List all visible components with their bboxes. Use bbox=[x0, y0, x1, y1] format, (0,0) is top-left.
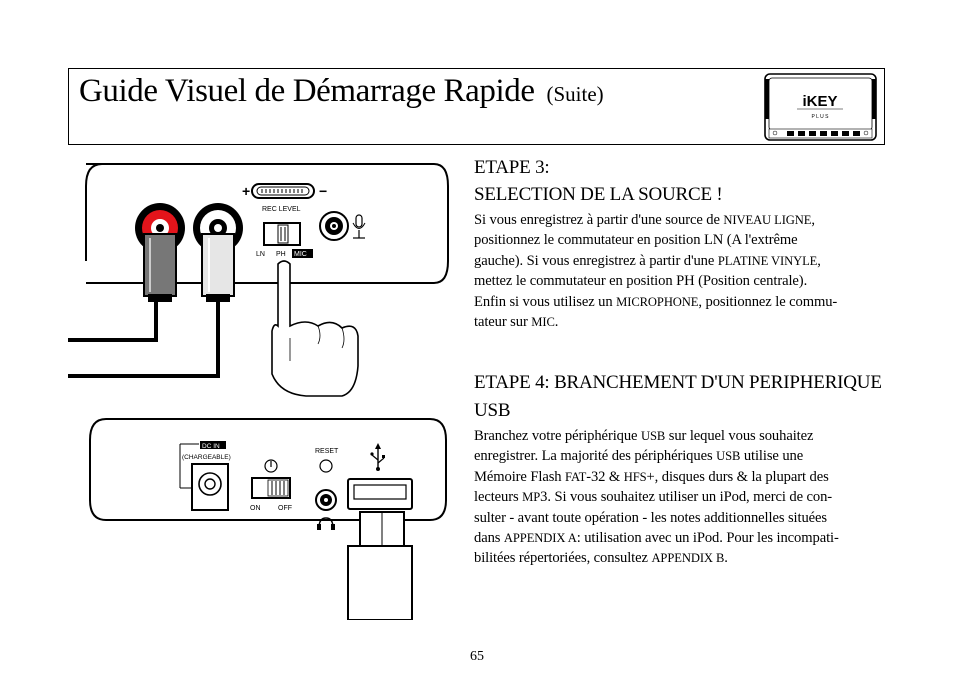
rec-level-label: REC LEVEL bbox=[262, 206, 301, 213]
step3-body: Si vous enregistrez à partir d'une source de NIVEAU LIGNE, positionnez le commutateur en position LN (A l'extrême gauche). Si vous enregistrez à partir d'une PLATINE VINYLE, mettez le commutateur en position PH (Position centrale). Enfin si vous utilisez un MICROPHONE, positionnez le commu- tateur sur MIC. bbox=[474, 212, 838, 331]
reset-label: RESET bbox=[315, 448, 339, 455]
input-panel-diagram bbox=[66, 156, 460, 400]
step4-body: Branchez votre périphérique USB sur lequel vous souhaitez enregistrer. La majorité des périphériques USB utilise une Mémoire Flash FAT-32 & HFS+, disques durs & la plupart des lecteurs MP3. Si vous souhaitez utiliser un iPod, merci de con- sulter - avant toute opération - les notes additionnelles situées dans APPENDIX A: utilisation avec un iPod. Pour les incompati- bilitées répertoriées, consultez APPENDIX B. bbox=[474, 428, 839, 567]
switch-off-label: OFF bbox=[278, 505, 292, 512]
page-title bbox=[79, 71, 604, 114]
step4-title-line1: ETAPE 4: BRANCHEMENT D'UN PERIPHERIQUE bbox=[474, 372, 882, 393]
switch-label-ln: LN bbox=[256, 251, 265, 258]
page-number: 65 bbox=[470, 649, 484, 664]
rec-level-plus-label: + bbox=[242, 183, 251, 199]
step3-title-line2: SELECTION DE LA SOURCE ! bbox=[474, 184, 723, 205]
logo-sub: P L U S bbox=[811, 114, 829, 120]
dc-in-label: DC IN bbox=[202, 443, 220, 450]
switch-label-ph: PH bbox=[276, 251, 286, 258]
page-title-suffix: (Suite) bbox=[546, 82, 604, 106]
microphone-icon bbox=[353, 215, 365, 238]
logo-text: iKEY bbox=[802, 93, 838, 110]
mic-jack bbox=[320, 212, 348, 240]
usb-port bbox=[348, 479, 412, 509]
rca-red-jack bbox=[135, 203, 185, 302]
headphone-jack bbox=[316, 490, 336, 510]
step3-title-line1: ETAPE 3: bbox=[474, 157, 550, 178]
power-icon bbox=[265, 460, 277, 472]
switch-label-mic: MIC bbox=[294, 251, 307, 258]
rca-white-jack bbox=[193, 203, 243, 302]
pointing-hand-icon bbox=[272, 261, 358, 396]
rec-level-slider[interactable] bbox=[242, 183, 327, 213]
ikey-device-illustration bbox=[763, 72, 878, 142]
usb-panel-diagram bbox=[86, 416, 458, 620]
page-title-main: Guide Visuel de Démarrage Rapide bbox=[79, 73, 535, 109]
switch-on-label: ON bbox=[250, 505, 261, 512]
chargeable-label: (CHARGEABLE) bbox=[182, 454, 231, 461]
usb-plug bbox=[348, 512, 412, 620]
step4-title-line2: USB bbox=[474, 400, 511, 421]
rec-level-minus-label: − bbox=[319, 183, 328, 199]
header-box bbox=[68, 68, 885, 145]
source-selector-switch[interactable] bbox=[256, 223, 313, 258]
